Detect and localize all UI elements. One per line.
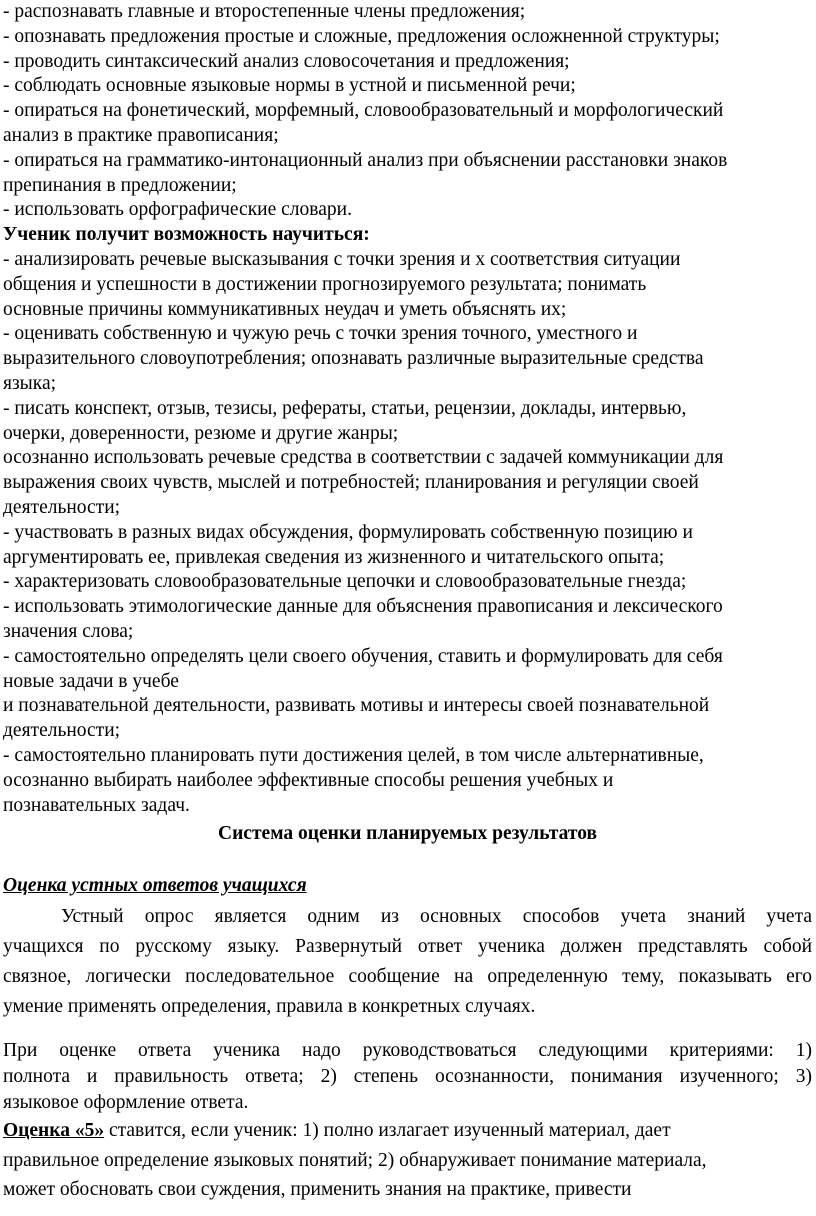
list-item: выражения своих чувств, мыслей и потребностей; планирования и регуляции своей — [3, 472, 699, 494]
list-item: анализ в практике правописания; — [3, 124, 279, 146]
list-item: осознанно выбирать наиболее эффективные способы решения учебных и — [3, 769, 614, 791]
list-item: аргументировать ее, привлекая сведения из жизненного и читательского опыта; — [3, 546, 665, 568]
blank-line — [3, 846, 812, 870]
list-item: общения и успешности в достижении прогнозируемого результата; понимать — [3, 273, 647, 295]
list-item: - участвовать в разных видах обсуждения, формулировать собственную позицию и — [3, 521, 693, 543]
list-item: - характеризовать словообразовательные цепочки и словообразовательные гнезда; — [3, 571, 687, 593]
list-item: выразительного словоупотребления; опознавать различные выразительные средства — [3, 348, 704, 370]
paragraph-line: языковое оформление ответа. — [3, 1092, 249, 1114]
list-item: - распознавать главные и второстепенные члены предложения; — [3, 1, 526, 22]
opportunity-list — [3, 248, 812, 818]
list-item: - самостоятельно планировать пути достижения целей, в том числе альтернативные, — [3, 744, 704, 766]
oral-answers-paragraph — [3, 902, 812, 1022]
list-item: - проводить синтаксический анализ словосочетания и предложения; — [3, 50, 570, 72]
list-item: познавательных задач. — [3, 794, 190, 816]
list-item: новые задачи в учебе — [3, 670, 179, 692]
paragraph-line — [3, 1116, 812, 1146]
list-item: препинания в предложении; — [3, 174, 237, 196]
grade-5-paragraph — [3, 1116, 812, 1205]
paragraph-line: полнота и правильность ответа; 2) степень осознанности, понимания изученного; 3) — [3, 1066, 812, 1088]
list-item: - оценивать собственную и чужую речь с точки зрения точного, уместного и — [3, 323, 638, 345]
list-item: значения слова; — [3, 620, 134, 642]
list-item: - опознавать предложения простые и сложные, предложения осложненной структуры; — [3, 25, 720, 47]
list-item: - соблюдать основные языковые нормы в устной и письменной речи; — [3, 75, 576, 97]
list-item: деятельности; — [3, 496, 121, 518]
paragraph-line: учащихся по русскому языку. Развернутый ответ ученика должен представлять собой — [3, 936, 812, 958]
list-item: - писать конспект, отзыв, тезисы, рефераты, статьи, рецензии, доклады, интервью, — [3, 397, 687, 419]
list-item: и познавательной деятельности, развивать мотивы и интересы своей познавательной — [3, 695, 710, 717]
paragraph-line: может обосновать свои суждения, применить знания на практике, привести — [3, 1179, 632, 1201]
grade-5-label: Оценка «5» — [3, 1120, 105, 1142]
list-item: - анализировать речевые высказывания с точки зрения и х соответствия ситуации — [3, 248, 681, 270]
criteria-paragraph — [3, 1038, 812, 1116]
list-item: - использовать этимологические данные для объяснения правописания и лексического — [3, 596, 723, 618]
list-item: - самостоятельно определять цели своего обучения, ставить и формулировать для себя — [3, 645, 723, 667]
oral-answers-heading: Оценка устных ответов учащихся — [3, 875, 307, 897]
list-item: очерки, доверенности, резюме и другие жанры; — [3, 422, 399, 444]
paragraph-line: умение применять определения, правила в конкретных случаях. — [3, 996, 536, 1018]
top-skills-list — [3, 0, 812, 223]
paragraph-line: связное, логически последовательное сообщение на определенную тему, показывать его — [3, 966, 812, 988]
list-item: - опираться на грамматико-интонационный анализ при объяснении расстановки знаков — [3, 149, 728, 171]
paragraph-line: При оценке ответа ученика надо руководствоваться следующими критериями: 1) — [3, 1040, 812, 1062]
paragraph-line: Устный опрос является одним из основных способов учета знаний учета — [61, 906, 812, 928]
paragraph-line: правильное определение языковых понятий; 2) обнаруживает понимание материала, — [3, 1149, 707, 1171]
opportunity-heading: Ученик получит возможность научиться: — [3, 224, 370, 246]
list-item: языка; — [3, 372, 57, 394]
list-item: осознанно использовать речевые средства в соответствии с задачей коммуникации для — [3, 447, 724, 469]
list-item: основные причины коммуникативных неудач и уметь объяснять их; — [3, 298, 567, 320]
section-title: Система оценки планируемых результатов — [217, 823, 597, 845]
list-item: деятельности; — [3, 720, 121, 742]
list-item: - опираться на фонетический, морфемный, словообразовательный и морфологический — [3, 100, 724, 122]
paragraph-gap — [3, 1022, 812, 1038]
list-item: - использовать орфографические словари. — [3, 199, 352, 221]
grade-5-text: ставится, если ученик: 1) полно излагает изученный материал, дает — [104, 1120, 671, 1142]
